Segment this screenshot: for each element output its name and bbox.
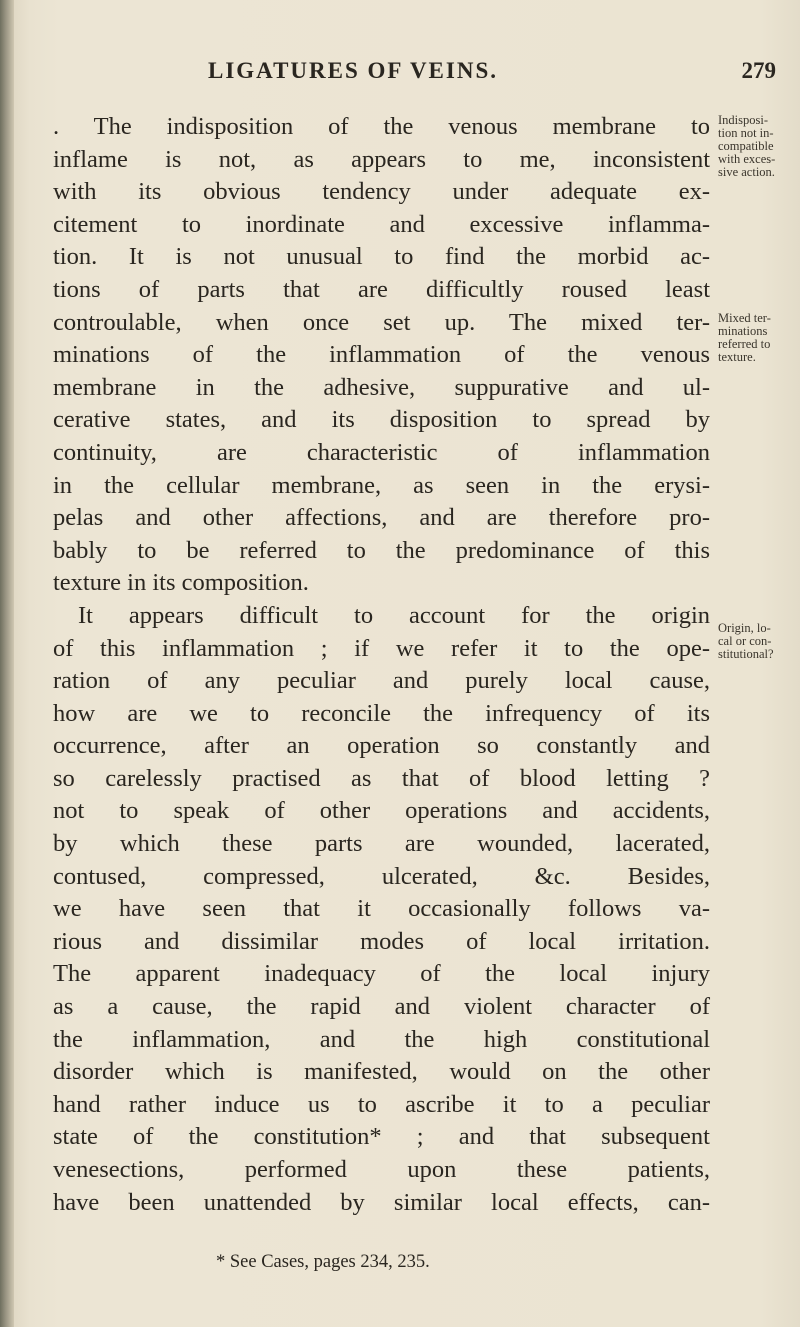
text-line: venesections, performed upon these patients, bbox=[53, 1156, 710, 1183]
side-note-line: Indisposi- bbox=[718, 113, 768, 127]
text-line: inflame is not, as appears to me, inconsistent bbox=[53, 145, 710, 173]
side-note-line: sive action. bbox=[718, 165, 775, 179]
side-note-line: minations bbox=[718, 324, 768, 338]
text-line: disorder which is manifested, would on the other bbox=[53, 1058, 710, 1086]
text-line: state of the constitution* ; and that subsequent bbox=[53, 1123, 710, 1151]
side-note-line: compatible bbox=[718, 139, 774, 153]
text-line: continuity, are characteristic of inflammation bbox=[53, 438, 710, 466]
text-line: contused, compressed, ulcerated, &c. Besides, bbox=[53, 862, 710, 890]
text-line: not to speak of other operations and accidents, bbox=[53, 797, 710, 825]
side-note-line: Mixed ter- bbox=[718, 311, 771, 325]
side-note-indisposition bbox=[718, 114, 798, 179]
text-line: cerative states, and its disposition to spread by bbox=[53, 406, 710, 434]
text-line: . The indisposition of the venous membrane to bbox=[53, 113, 710, 140]
footnote: * See Cases, pages 234, 235. bbox=[216, 1252, 430, 1272]
side-note-line: Origin, lo- bbox=[718, 621, 771, 635]
page-gutter bbox=[0, 0, 14, 1327]
text-line: with its obvious tendency under adequate ex- bbox=[53, 178, 710, 206]
text-line: rious and dissimilar modes of local irritation. bbox=[53, 927, 710, 955]
page-header bbox=[0, 58, 800, 98]
text-line: we have seen that it occasionally follows va- bbox=[53, 895, 710, 923]
side-note-line: cal or con- bbox=[718, 634, 772, 648]
text-line: controulable, when once set up. The mixed ter- bbox=[53, 308, 710, 336]
text-line: tions of parts that are difficultly roused least bbox=[53, 275, 710, 303]
text-line: so carelessly practised as that of blood letting ? bbox=[53, 764, 710, 792]
side-note-line: referred to bbox=[718, 337, 771, 351]
side-note-line: stitutional? bbox=[718, 647, 774, 661]
text-line: the inflammation, and the high constitutional bbox=[53, 1025, 710, 1053]
side-note-origin bbox=[718, 622, 798, 661]
text-line: It appears difficult to account for the origin bbox=[78, 601, 710, 629]
text-line: tion. It is not unusual to find the morbid ac- bbox=[53, 243, 710, 271]
text-line: bably to be referred to the predominance of this bbox=[53, 536, 710, 564]
text-line: by which these parts are wounded, lacerated, bbox=[53, 830, 710, 858]
side-note-line: tion not in- bbox=[718, 126, 774, 140]
text-line: in the cellular membrane, as seen in the erysi- bbox=[53, 471, 710, 499]
text-line: membrane in the adhesive, suppurative and ul- bbox=[53, 373, 710, 401]
side-note-line: texture. bbox=[718, 350, 756, 364]
page-number: 279 bbox=[741, 58, 776, 83]
text-line: texture in its composition. bbox=[53, 569, 309, 597]
text-line: as a cause, the rapid and violent character of bbox=[53, 993, 710, 1021]
running-head: LIGATURES OF VEINS. bbox=[208, 58, 499, 83]
side-note-line: with exces- bbox=[718, 152, 776, 166]
body-text bbox=[53, 111, 710, 1219]
text-line: hand rather induce us to ascribe it to a peculiar bbox=[53, 1090, 710, 1118]
text-line: how are we to reconcile the infrequency of its bbox=[53, 699, 710, 727]
text-line: ration of any peculiar and purely local cause, bbox=[53, 667, 710, 695]
text-line: minations of the inflammation of the venous bbox=[53, 341, 710, 369]
text-line: pelas and other affections, and are therefore pro- bbox=[53, 504, 710, 532]
text-line: of this inflammation ; if we refer it to the ope- bbox=[53, 634, 710, 662]
text-line: citement to inordinate and excessive inflamma- bbox=[53, 210, 710, 238]
text-line: occurrence, after an operation so constantly and bbox=[53, 732, 710, 760]
text-line: have been unattended by similar local effects, can- bbox=[53, 1188, 710, 1216]
side-note-mixed-terminations bbox=[718, 312, 798, 364]
text-line: The apparent inadequacy of the local injury bbox=[53, 960, 710, 988]
